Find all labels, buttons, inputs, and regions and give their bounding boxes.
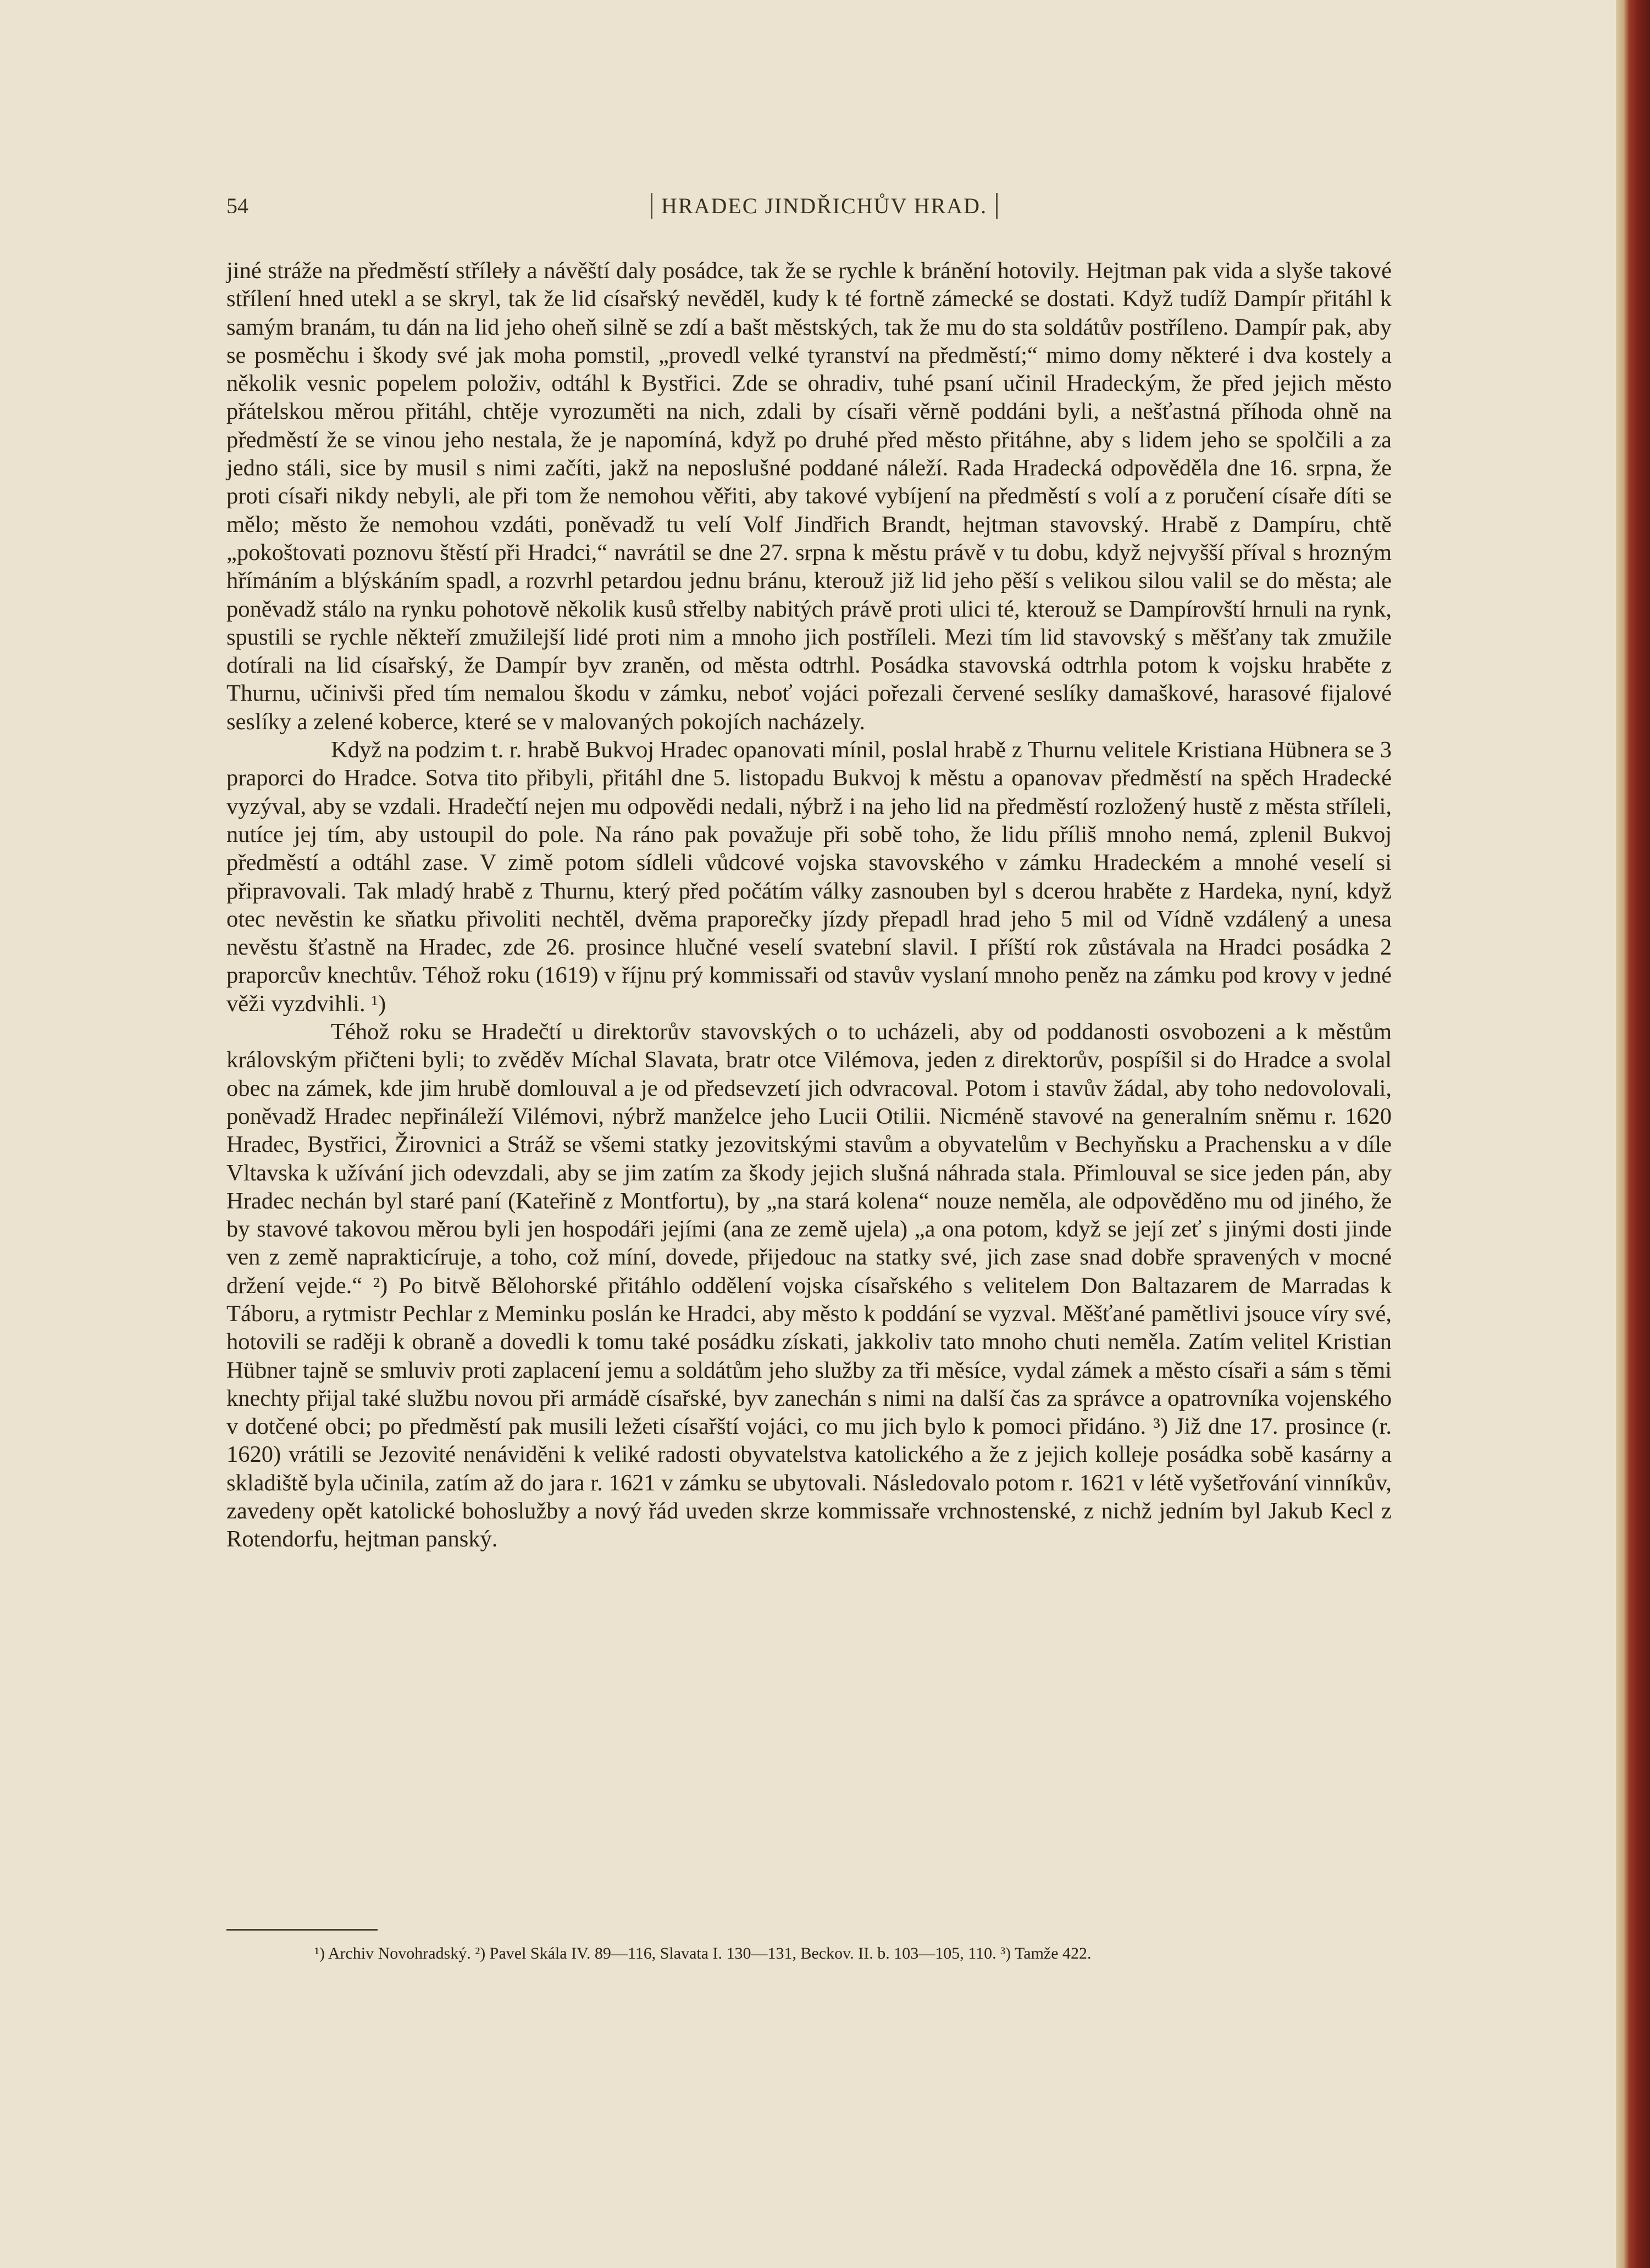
- running-title: HRADEC JINDŘICHŮV HRAD.: [651, 193, 998, 219]
- footnotes: ¹) Archiv Novohradský. ²) Pavel Skála IV. 89—116, Slavata I. 130—131, Beckov. II. b. 103—105, 110. ³) Tamže 422.: [314, 1944, 1092, 1962]
- page-number: 54: [226, 193, 248, 218]
- paragraph-3: Téhož roku se Hradečtí u direktorův stavovských o to ucházeli, aby od poddanosti osvobozeni a k městům královským přičteni byli; to zvěděv Míchal Slavata, bratr otce Vilémova, jeden z direktorův, pospíšil si do Hradce a svolal obec na zámek, kde jim hrubě domlouval a je od předsevzetí jich odvracoval. Potom i stavův žádal, aby toho nedovolovali, poněvadž Hradec nepřináleží Vilémovi, nýbrž manželce jeho Lucii Otilii. Nicméně stavové na generalním sněmu r. 1620 Hradec, Bystřici, Žirovnici a Stráž se všemi statky jezovitskými stavům a obyvatelům v Bechyňsku a Prachensku a v díle Vltavska k užívání jich odevzdali, aby se jim zatím za škody jejich slušná náhrada stala. Přimlouval se sice jeden pán, aby Hradec nechán byl staré paní (Kateřině z Montfortu), by „na stará kolena“ nouze neměla, ale odpověděno mu od jiného, že by stavové takovou měrou byli jen hospodáři jejími (ana ze země ujela) „a ona potom, když se její zeť s jinými dosti jinde ven z země naprakticíruje, a toho, což míní, dovede, přijedouc na statky své, jich zase snad dobře spravených v mocné držení vejde.“ ²) Po bitvě Bělohorské přitáhlo oddělení vojska císařského s velitelem Don Baltazarem de Marradas k Táboru, a rytmistr Pechlar z Meminku poslán ke Hradci, aby město k poddání se vyzval. Měšťané pamětlivi jsouce víry své, hotovili se raději k obraně a dovedli k tomu také posádku získati, jakkoliv tato mnoho chuti neměla. Zatím velitel Kristian Hübner tajně se smluviv proti zaplacení jemu a soldátům jeho služby za tři měsíce, vydal zámek a město císaři a sám s těmi knechty přijal také službu novou při armádě císařské, byv zanechán s nimi na další čas za správce a opatrovníka vojenského v dotčené obci; po předměstí pak musili ležeti císařští vojáci, co mu jich bylo k pomoci přidáno. ³) Již dne 17. prosince (r. 1620) vrátili se Jezovité nenáviděni k veliké radosti obyvatelstva katolického a že z jejich kolleje posádka sobě kasárny a skladiště byla učinila, zatím až do jara r. 1621 v zámku se ubytovali. Následovalo potom r. 1621 v létě vyšetřování vinníkův, zavedeny opět katolické bohoslužby a nový řád uveden skrze kommissaře vrchnostenské, z nichž jedním byl Jakub Kecl z Rotendorfu, hejtman panský.: [226, 1019, 1392, 1552]
- paragraph-2: Když na podzim t. r. hrabě Bukvoj Hradec opanovati mínil, poslal hrabě z Thurnu velitele Kristiana Hübnera se 3 praporci do Hradce. Sotva tito přibyli, přitáhl dne 5. listopadu Bukvoj k městu a opanovav předměstí na spěch Hradecké vyzýval, aby se vzdali. Hradečtí nejen mu odpovědi nedali, nýbrž i na jeho lid na předměstí rozložený hustě z města stříleli, nutíce jej tím, aby ustoupil do pole. Na ráno pak považuje při sobě toho, že lidu příliš mnoho nemá, zplenil Bukvoj předměstí a odtáhl zase. V zimě potom sídleli vůdcové vojska stavovského v zámku Hradeckém a mnohé veselí si připravovali. Tak mladý hrabě z Thurnu, který před počátím války zasnouben byl s dcerou hraběte z Hardeka, nyní, když otec nevěstin ke sňatku přivoliti nechtěl, dvěma praporečky jízdy přepadl hrad jeho 5 mil od Vídně vzdálený a unesa nevěstu šťastně na Hradec, zde 26. prosince hlučné veselí svatební slavil. I příští rok zůstávala na Hradci posádka 2 praporcův knechtův. Téhož roku (1619) v říjnu prý kommissaři od stavův vyslaní mnoho peněz na zámku pod krovy v jedné věži vyzdvihli. ¹): [226, 737, 1392, 1017]
- page-header: [226, 183, 1293, 227]
- book-binding-edge: [1616, 0, 1650, 2268]
- paragraph-1: jiné stráže na předměstí stříleły a návěští daly posádce, tak že se rychle k bránění hotovily. Hejtman pak vida a slyše takové střílení hned utekl a se skryl, tak že lid císařský nevěděl, kudy k té fortně zámecké se dostati. Když tudíž Dampír přitáhl k samým branám, tu dán na lid jeho oheň silně se zdí a bašt městských, tak že mu do sta soldátův postříleno. Dampír pak, aby se posměchu i škody své jak moha pomstil, „provedl velké tyranství na předměstí;“ mimo domy některé i dva kostely a několik vesnic popelem položiv, odtáhl k Bystřici. Zde se ohradiv, tuhé psaní učinil Hradeckým, že před jejich město přátelskou měrou přitáhl, chtěje vyrozuměti na nich, zdali by císaři věrně poddáni byli, a nešťastná příhoda ohně na předměstí že se vinou jeho nestala, že je napomíná, když po druhé před město přitáhne, aby s lidem jeho se spolčili a za jedno stáli, sice by musil s nimi začíti, jakž na neposlušné poddané náleží. Rada Hradecká odpověděla dne 16. srpna, že proti císaři nikdy nebyli, ale při tom že nemohou věřiti, aby takové vybíjení na předměstí s volí a z poručení císaře díti se mělo; město že nemohou vzdáti, poněvadž tu velí Volf Jindřich Brandt, hejtman stavovský. Hrabě z Dampíru, chtě „pokoštovati poznovu štěstí při Hradci,“ navrátil se dne 27. srpna k městu právě v tu dobu, když nejvyšší příval s hrozným hřímáním a blýskáním spadl, a rozvrhl petardou jednu bránu, kterouž již lid jeho pěší s velikou silou valil se do města; ale poněvadž stálo na rynku pohotově několik kusů střelby nabitých právě proti ulici té, kterouž se Dampírovští hrnuli na rynk, spustili se rychle někteří zmužilejší lidé proti nim a mnoho jich postříleli. Mezi tím lid stavovský s měšťany tak zmužile dotírali na lid císařský, že Dampír byv zraněn, od města odtrhl. Posádka stavovská odtrhla potom k vojsku hraběte z Thurnu, učinivši před tím nemalou škodu v zámku, neboť vojáci pořezali červené seslíky damaškové, harasové fijalové seslíky a zelené koberce, které se v malovaných pokojích nacházely.: [226, 258, 1392, 735]
- footnote-divider: [226, 1929, 378, 1931]
- body-text: [226, 257, 1392, 1554]
